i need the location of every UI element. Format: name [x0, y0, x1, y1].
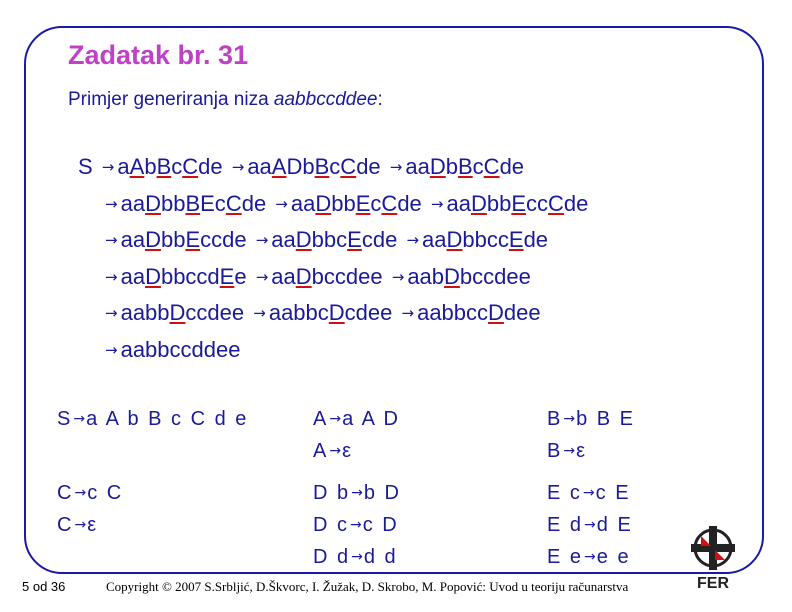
- derivation-text: de: [356, 154, 387, 179]
- rule-arrow-icon: →: [74, 517, 87, 533]
- derivation-text: bb: [160, 190, 186, 216]
- rule-rhs: c D: [362, 514, 399, 536]
- rewritten-symbol: C: [182, 154, 199, 179]
- derives-arrow-icon: →: [391, 267, 405, 286]
- derivation-text: aabbcc: [417, 300, 489, 325]
- derivation-text: bbcc: [462, 227, 509, 252]
- derivation-text: Db: [286, 154, 315, 179]
- rule-lhs: D c: [313, 514, 349, 536]
- copyright-text: Copyright © 2007 S.Srbljić, D.Škvorc, I. Žužak, D. Skrobo, M. Popović: Uvod u teoriju računarstva: [106, 579, 629, 594]
- rewritten-symbol: D: [295, 227, 312, 252]
- rewritten-symbol: B: [185, 190, 201, 216]
- derivation-text: aabb: [120, 300, 170, 325]
- rule-lhs: C: [57, 482, 74, 504]
- rule-lhs: S: [57, 408, 73, 430]
- derivation-text: de: [499, 154, 525, 179]
- rewritten-symbol: D: [429, 154, 446, 179]
- derivation-text: dee: [503, 300, 541, 325]
- derivation-text: c: [472, 154, 484, 179]
- derivation-text: aa: [120, 190, 146, 216]
- rule-rhs: b B E: [576, 408, 635, 430]
- rewritten-symbol: D: [145, 190, 161, 216]
- rewritten-symbol: D: [145, 263, 161, 289]
- derivation-text: de: [563, 190, 589, 216]
- production-rule: [313, 440, 353, 463]
- rewritten-symbol: C: [548, 190, 564, 216]
- derives-arrow-icon: →: [105, 267, 118, 286]
- logo-text: FER: [697, 575, 729, 592]
- rule-lhs: B: [547, 440, 563, 462]
- derivation-text: e: [234, 263, 253, 289]
- production-rule: [547, 482, 631, 505]
- subtitle-text: Primjer generiranja niza: [68, 89, 274, 110]
- derivation-text: bccdee: [311, 263, 389, 289]
- rule-rhs: a A b B c C d e: [86, 408, 249, 430]
- rule-arrow-icon: →: [329, 411, 342, 427]
- rule-lhs: D b: [313, 482, 351, 504]
- production-rule: [313, 482, 401, 505]
- rewritten-symbol: E: [347, 227, 362, 252]
- rule-rhs: ε: [87, 514, 99, 536]
- rule-rhs: d E: [596, 514, 633, 536]
- derives-arrow-icon: →: [401, 304, 415, 322]
- rewritten-symbol: D: [446, 227, 463, 252]
- rewritten-symbol: D: [295, 263, 312, 289]
- rule-rhs: e e: [596, 546, 631, 568]
- derivation-text: b: [445, 154, 458, 179]
- rule-arrow-icon: →: [584, 549, 596, 565]
- derives-arrow-icon: →: [101, 158, 115, 176]
- derivation-text: aa: [247, 154, 272, 179]
- derivation-text: aabbc: [268, 300, 329, 325]
- rule-lhs: E e: [547, 546, 584, 568]
- derives-arrow-icon: →: [430, 194, 444, 213]
- derives-arrow-icon: →: [275, 194, 288, 213]
- rewritten-symbol: D: [315, 190, 332, 216]
- derives-arrow-icon: →: [105, 194, 118, 213]
- rewritten-symbol: B: [457, 154, 473, 179]
- subtitle-suffix: :: [377, 89, 383, 110]
- derivation-text: bb: [160, 227, 186, 252]
- production-rule: [313, 408, 400, 431]
- derivation-text: de: [198, 154, 229, 179]
- production-rule: [57, 408, 248, 431]
- derivation-text: cde: [361, 227, 404, 252]
- rule-arrow-icon: →: [329, 443, 342, 459]
- rule-rhs: a A D: [342, 408, 400, 430]
- derivation-line: [78, 149, 588, 186]
- production-rule: [313, 546, 398, 569]
- derivation-text: de: [397, 190, 428, 216]
- derivation-text: aa: [422, 227, 447, 252]
- derivation-text: Ec: [200, 190, 226, 216]
- rewritten-symbol: B: [156, 154, 172, 179]
- rewritten-symbol: E: [508, 227, 524, 252]
- derives-arrow-icon: →: [105, 340, 118, 359]
- rule-lhs: A: [313, 408, 329, 430]
- derivation-text: aa: [405, 154, 430, 179]
- derivation-line: [78, 332, 588, 369]
- derives-arrow-icon: →: [105, 304, 118, 322]
- derivation-text: c: [329, 154, 341, 179]
- rule-arrow-icon: →: [563, 443, 576, 459]
- rewritten-symbol: D: [488, 300, 504, 325]
- rewritten-symbol: A: [271, 154, 287, 179]
- derivation-text: de: [523, 227, 549, 252]
- derivation-text: bb: [486, 190, 512, 216]
- rewritten-symbol: E: [219, 263, 235, 289]
- derives-arrow-icon: →: [406, 231, 420, 249]
- derivation-line: [78, 295, 588, 332]
- derivation-text: aa: [120, 263, 146, 289]
- derivation-line: [78, 259, 588, 296]
- derives-arrow-icon: →: [105, 231, 118, 249]
- rule-rhs: c C: [87, 482, 124, 504]
- rule-rhs: c E: [595, 482, 631, 504]
- slide-subtitle: [68, 89, 383, 111]
- derives-arrow-icon: →: [231, 158, 245, 176]
- rule-lhs: C: [57, 514, 74, 536]
- rewritten-symbol: B: [314, 154, 330, 179]
- rewritten-symbol: C: [340, 154, 357, 179]
- rule-arrow-icon: →: [351, 549, 363, 565]
- derivation-text: S: [78, 154, 99, 179]
- rule-arrow-icon: →: [584, 517, 596, 533]
- derivation-text: bbc: [311, 227, 348, 252]
- derivation-text: bbccd: [160, 263, 220, 289]
- derivation-block: [78, 149, 588, 368]
- subtitle-word: aabbccddee: [273, 89, 378, 110]
- rewritten-symbol: A: [129, 154, 145, 179]
- page-number: 5 od 36: [22, 579, 66, 594]
- rule-lhs: E c: [547, 482, 582, 504]
- derivation-text: aa: [271, 263, 296, 289]
- derivation-text: cc: [526, 190, 549, 216]
- derivation-text: c: [171, 154, 183, 179]
- rule-rhs: d d: [363, 546, 398, 568]
- production-rule: [57, 482, 123, 505]
- rewritten-symbol: D: [145, 227, 161, 252]
- rule-arrow-icon: →: [73, 411, 86, 427]
- rewritten-symbol: D: [328, 300, 345, 325]
- derives-arrow-icon: →: [255, 231, 269, 249]
- derivation-text: cdee: [344, 300, 399, 325]
- derivation-text: a: [117, 154, 130, 179]
- production-rule: [57, 514, 98, 537]
- rewritten-symbol: C: [483, 154, 500, 179]
- rewritten-symbol: D: [169, 300, 186, 325]
- rule-rhs: ε: [342, 440, 353, 462]
- production-rule: [313, 514, 399, 537]
- rule-arrow-icon: →: [74, 485, 87, 501]
- rule-lhs: E d: [547, 514, 584, 536]
- rewritten-symbol: E: [185, 227, 201, 252]
- production-rule: [547, 514, 633, 537]
- rule-rhs: ε: [576, 440, 587, 462]
- production-rule: [547, 440, 587, 463]
- derivation-text: aa: [446, 190, 471, 216]
- derivation-text: aab: [407, 263, 445, 289]
- slide-title: Zadatak br. 31: [68, 40, 249, 70]
- derivation-text: b: [144, 154, 157, 179]
- derivation-text: aabbccddee: [120, 336, 241, 362]
- derivation-text: de: [241, 190, 273, 216]
- derivation-text: aa: [120, 227, 146, 252]
- derives-arrow-icon: →: [253, 304, 266, 322]
- derivation-text: bb: [331, 190, 356, 216]
- derivation-text: bccdee: [459, 263, 531, 289]
- derivation-text: ccdee: [185, 300, 251, 325]
- rule-lhs: A: [313, 440, 329, 462]
- rewritten-symbol: E: [355, 190, 371, 216]
- rewritten-symbol: D: [444, 263, 460, 289]
- derivation-text: c: [370, 190, 382, 216]
- rule-arrow-icon: →: [563, 411, 576, 427]
- rule-rhs: b D: [363, 482, 401, 504]
- rewritten-symbol: C: [381, 190, 398, 216]
- rule-lhs: D d: [313, 546, 351, 568]
- rule-arrow-icon: →: [582, 485, 595, 501]
- derivation-line: [78, 222, 588, 259]
- derives-arrow-icon: →: [255, 267, 269, 286]
- rewritten-symbol: D: [470, 190, 487, 216]
- derivation-line: [78, 186, 588, 223]
- rule-lhs: B: [547, 408, 563, 430]
- derivation-text: aa: [290, 190, 316, 216]
- rule-arrow-icon: →: [350, 517, 362, 533]
- derivation-text: ccde: [200, 227, 253, 252]
- fer-logo-icon: [688, 524, 738, 594]
- rewritten-symbol: E: [511, 190, 527, 216]
- derivation-text: aa: [271, 227, 296, 252]
- rewritten-symbol: C: [225, 190, 242, 216]
- production-rule: [547, 546, 631, 569]
- derives-arrow-icon: →: [389, 158, 403, 176]
- production-rule: [547, 408, 635, 431]
- rule-arrow-icon: →: [351, 485, 363, 501]
